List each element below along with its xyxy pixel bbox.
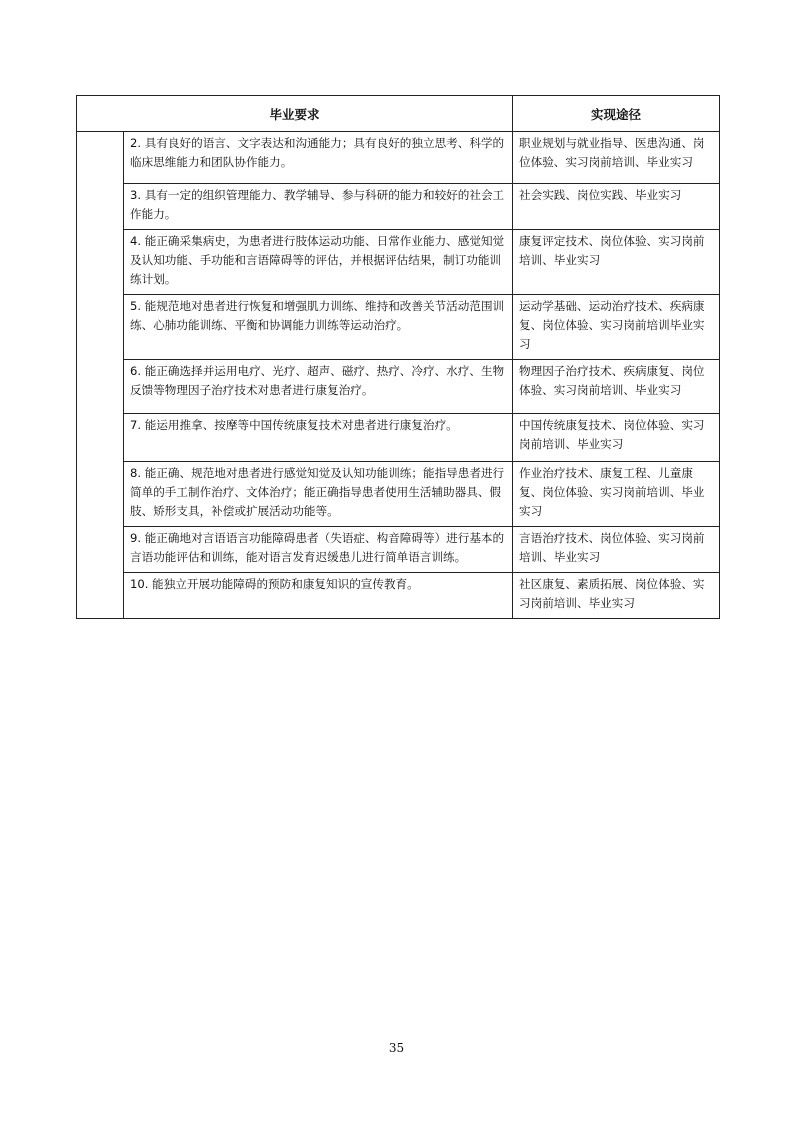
pathway-cell: 社会实践、岗位实践、毕业实习 [513,184,720,230]
graduation-requirements-table [76,95,720,619]
header-pathway: 实现途径 [513,96,720,132]
page-number: 35 [388,1041,405,1055]
table-row [77,295,720,360]
requirement-cell: 2. 具有良好的语言、文字表达和沟通能力；具有良好的独立思考、科学的临床思维能力和团队协作能力。 [124,132,513,184]
requirement-cell: 3. 具有一定的组织管理能力、教学辅导、参与科研的能力和较好的社会工作能力。 [124,184,513,230]
table-row [77,184,720,230]
pathway-cell: 社区康复、素质拓展、岗位体验、实习岗前培训、毕业实习 [513,573,720,619]
pathway-cell: 作业治疗技术、康复工程、儿童康复、岗位体验、实习岗前培训、毕业实习 [513,462,720,527]
requirement-cell: 8. 能正确、规范地对患者进行感觉知觉及认知功能训练；能指导患者进行简单的手工制作治疗、文体治疗；能正确指导患者使用生活辅助器具、假肢、矫形支具，补偿或扩展活动功能等。 [124,462,513,527]
requirement-cell: 7. 能运用推拿、按摩等中国传统康复技术对患者进行康复治疗。 [124,414,513,462]
requirement-cell: 4. 能正确采集病史，为患者进行肢体运动功能、日常作业能力、感觉知觉及认知功能、手功能和言语障碍等的评估，并根据评估结果，制订功能训练计划。 [124,230,513,295]
pathway-cell: 运动学基础、运动治疗技术、疾病康复、岗位体验、实习岗前培训毕业实习 [513,295,720,360]
table-row [77,573,720,619]
graduation-requirements-table-container [76,95,719,619]
pathway-cell: 言语治疗技术、岗位体验、实习岗前培训、毕业实习 [513,527,720,573]
table-row [77,132,720,184]
header-requirement: 毕业要求 [77,96,513,132]
merged-category-cell [77,132,124,619]
table-row [77,414,720,462]
table-row [77,462,720,527]
table-row [77,360,720,414]
requirement-cell: 5. 能规范地对患者进行恢复和增强肌力训练、维持和改善关节活动范围训练、心肺功能训练、平衡和协调能力训练等运动治疗。 [124,295,513,360]
pathway-cell: 康复评定技术、岗位体验、实习岗前培训、毕业实习 [513,230,720,295]
requirement-cell: 6. 能正确选择并运用电疗、光疗、超声、磁疗、热疗、冷疗、水疗、生物反馈等物理因子治疗技术对患者进行康复治疗。 [124,360,513,414]
requirement-cell: 10. 能独立开展功能障碍的预防和康复知识的宣传教育。 [124,573,513,619]
requirement-cell: 9. 能正确地对言语语言功能障碍患者（失语症、构音障碍等）进行基本的言语功能评估和训练，能对语言发育迟缓患儿进行简单语言训练。 [124,527,513,573]
pathway-cell: 中国传统康复技术、岗位体验、实习岗前培训、毕业实习 [513,414,720,462]
table-row [77,527,720,573]
pathway-cell: 职业规划与就业指导、医患沟通、岗位体验、实习岗前培训、毕业实习 [513,132,720,184]
table-row [77,230,720,295]
table-header-row [77,96,720,132]
pathway-cell: 物理因子治疗技术、疾病康复、岗位体验、实习岗前培训、毕业实习 [513,360,720,414]
